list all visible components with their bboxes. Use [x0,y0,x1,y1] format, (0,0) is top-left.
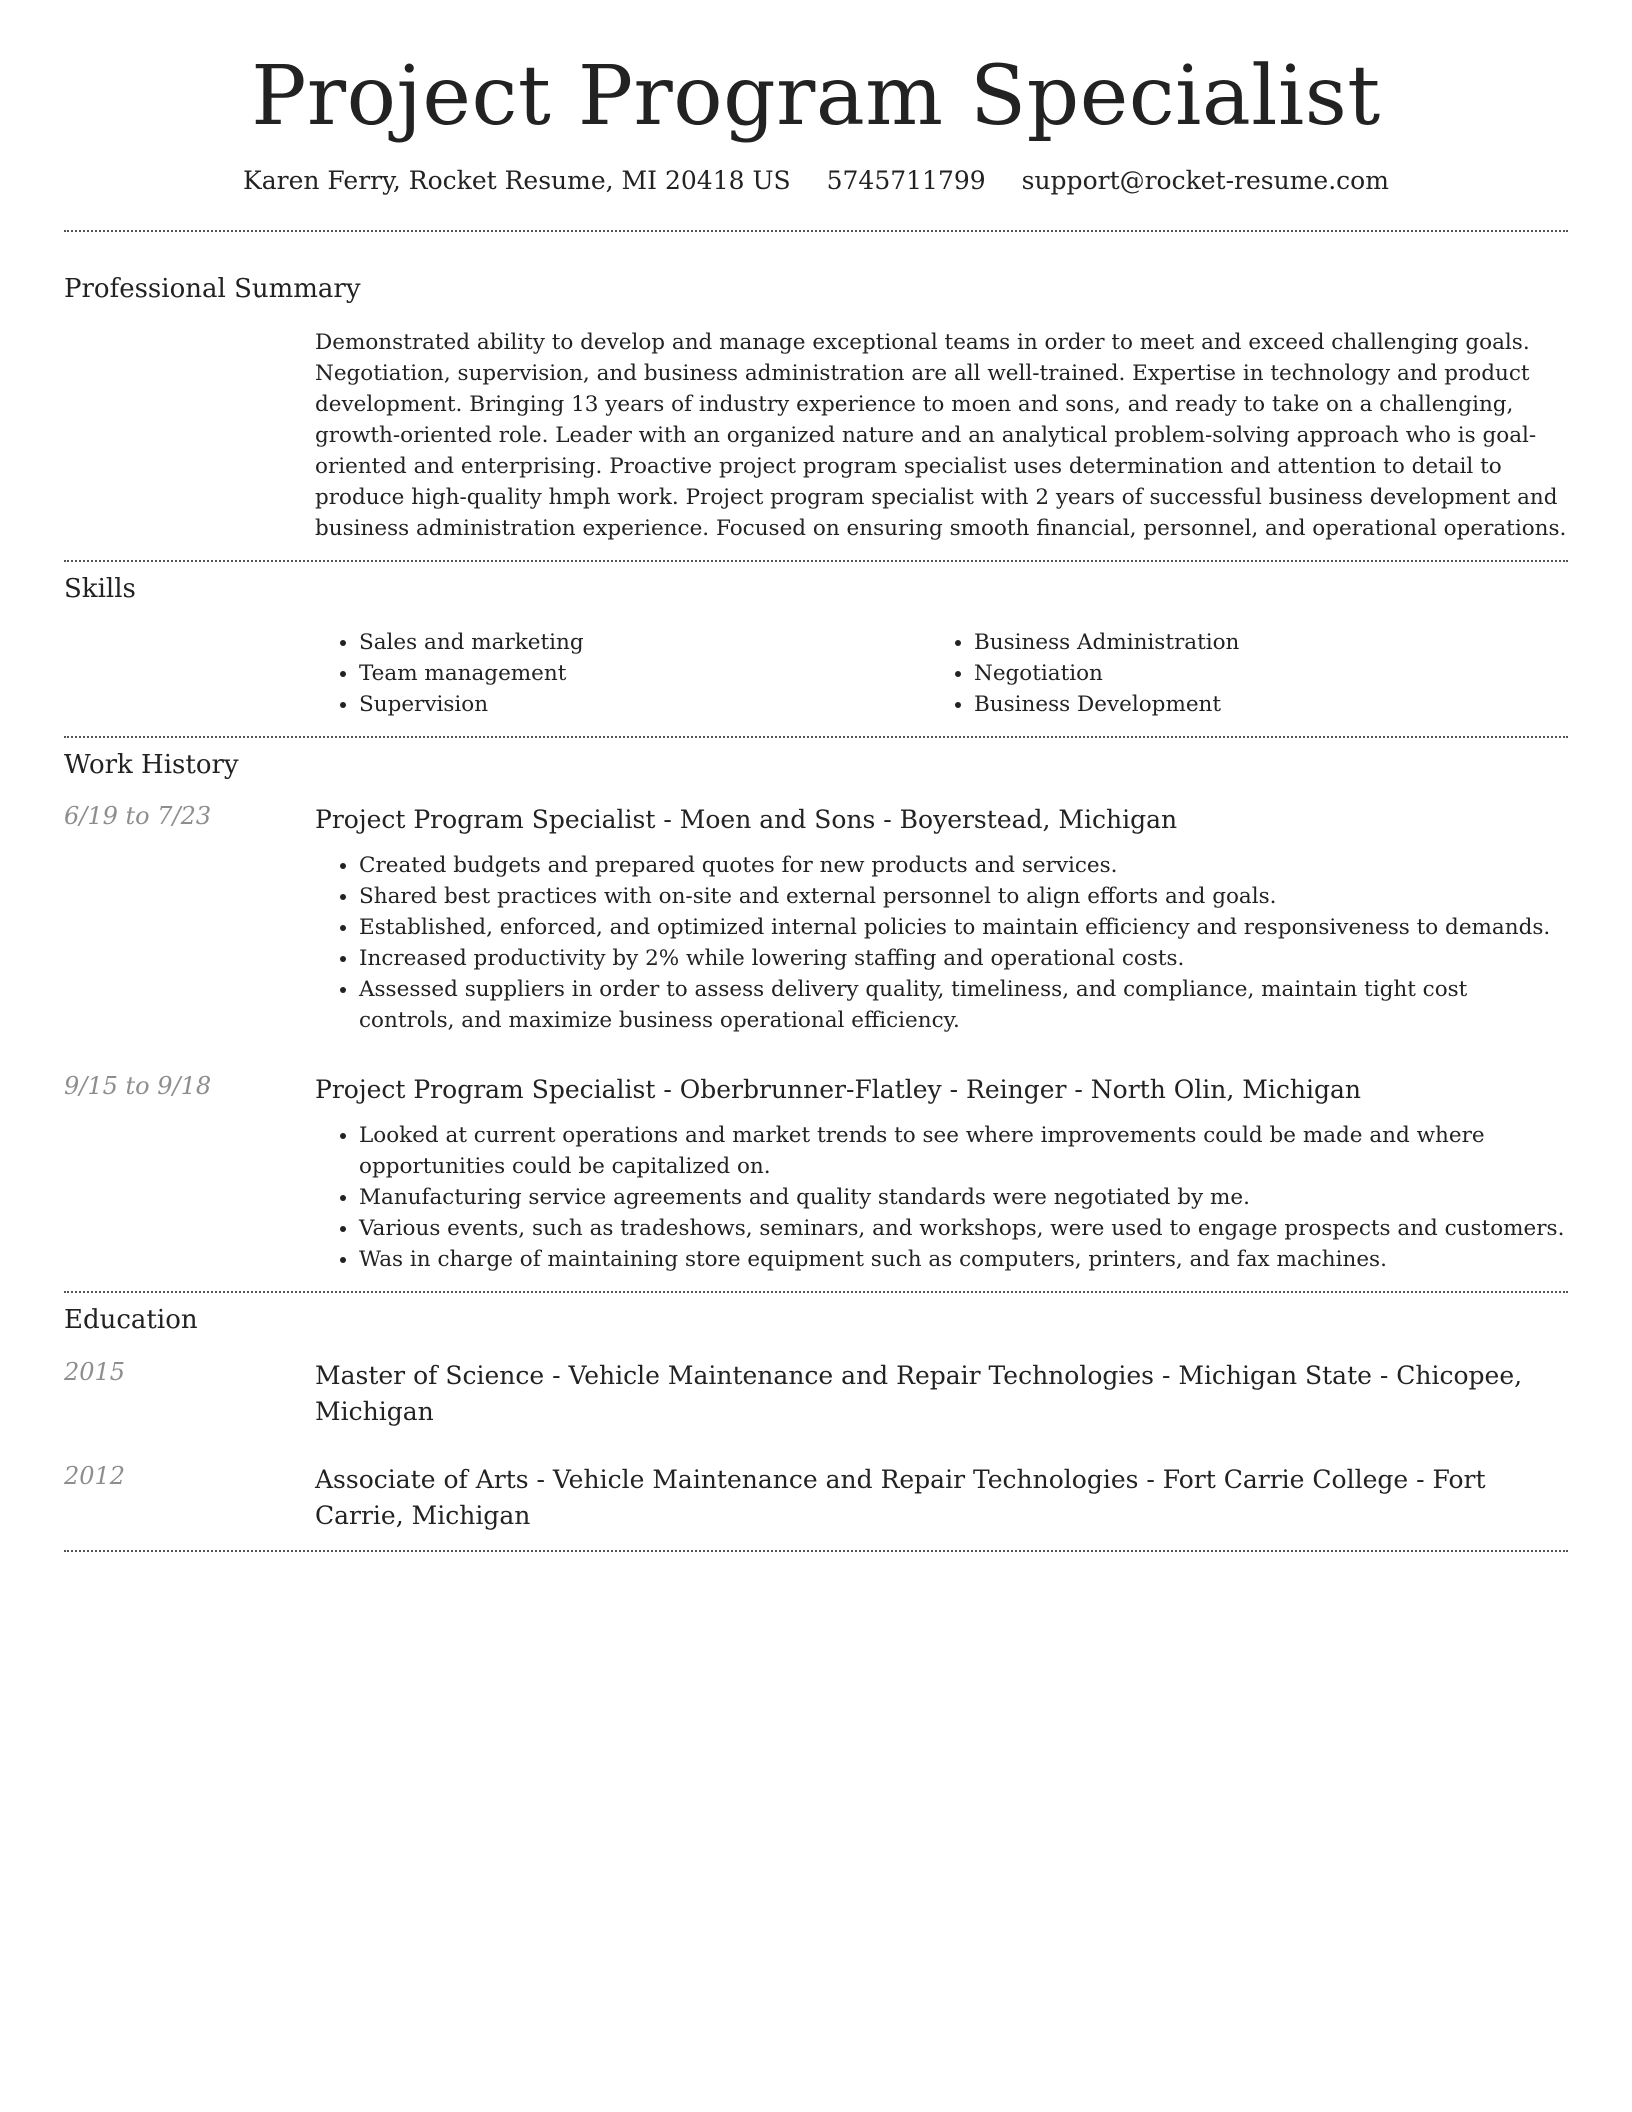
job-entry [64,802,1568,1036]
education-school: - Fort Carrie College - Fort Carrie, Michigan [315,1464,1486,1530]
education-heading [315,1462,1568,1534]
job-bullet: • Various events, such as tradeshows, seminars, and workshops, were used to engage prospects and customers. [359,1213,1568,1244]
skill-item: • Negotiation [974,658,1545,689]
education-degree: Master of Science - Vehicle Maintenance and Repair Technologies [315,1360,1154,1390]
job-bullets [315,850,1568,1036]
skill-item: • Business Administration [974,627,1545,658]
education-school: - Michigan State - Chicopee, Michigan [315,1360,1523,1426]
contact-address: Karen Ferry, Rocket Resume, MI 20418 US [243,166,791,195]
summary-text: Demonstrated ability to develop and manage exceptional teams in order to meet and exceed challenging goals. Negotiation, supervision, and business administration are all well-trained. Expertise in technology and product development. Bringing 13 years of industry experience to moen and sons, and ready to take on a challenging, growth-oriented role. Leader with an organized nature and an analytical problem-solving approach who is goal-oriented and enterprising. Proactive project program specialist uses determination and attention to detail to produce high-quality hmph work. Project program specialist with 2 years of successful business development and business administration experience. Focused on ensuring smooth financial, personnel, and operational operations. [315,330,1567,542]
job-company: - Moen and Sons - Boyerstead, Michigan [655,804,1178,834]
job-bullet: • Increased productivity by 2% while lowering staffing and operational costs. [359,943,1568,974]
job-bullet: • Was in charge of maintaining store equipment such as computers, printers, and fax machines. [359,1244,1568,1275]
job-title: Project Program Specialist [315,1074,656,1104]
contact-line [64,166,1568,196]
resume-page [64,0,1568,1552]
section-title-skills: Skills [64,574,136,605]
education-entry [64,1462,1568,1534]
job-dates: 6/19 to 7/23 [64,801,212,830]
divider [64,560,1568,562]
divider [64,230,1568,232]
job-bullet: • Looked at current operations and market trends to see where improvements could be made and where opportunities could be capitalized on. [359,1120,1568,1182]
skill-item: • Supervision [359,689,930,720]
section-title-education: Education [64,1304,198,1335]
job-bullet: • Created budgets and prepared quotes for new products and services. [359,850,1568,881]
job-bullet: • Manufacturing service agreements and quality standards were negotiated by me. [359,1182,1568,1213]
job-entry [64,1072,1568,1275]
job-bullet: • Assessed suppliers in order to assess delivery quality, timeliness, and compliance, maintain tight cost controls, and maximize business operational efficiency. [359,974,1568,1036]
divider [64,1291,1568,1293]
education-year: 2012 [64,1461,126,1490]
skill-item: • Team management [359,658,930,689]
job-bullet: • Established, enforced, and optimized internal policies to maintain efficiency and responsiveness to demands. [359,912,1568,943]
job-bullets [315,1120,1568,1275]
divider [64,1550,1568,1552]
job-bullet: • Shared best practices with on-site and external personnel to align efforts and goals. [359,881,1568,912]
skill-item: • Business Development [974,689,1545,720]
skills-list [315,627,1568,720]
skills-column-left [315,627,930,720]
page-title: Project Program Specialist [251,49,1381,144]
section-title-summary: Professional Summary [64,274,361,304]
divider [64,736,1568,738]
education-heading [315,1358,1568,1430]
job-heading [315,802,1568,838]
education-year: 2015 [64,1357,126,1386]
job-company: - Oberbrunner-Flatley - Reinger - North Olin, Michigan [655,1074,1361,1104]
skill-item: • Sales and marketing [359,627,930,658]
education-degree: Associate of Arts - Vehicle Maintenance and Repair Technologies [315,1464,1139,1494]
job-heading [315,1072,1568,1108]
skills-column-right [930,627,1545,720]
contact-phone: 5745711799 [826,166,986,195]
education-entry [64,1358,1568,1430]
section-title-work: Work History [64,750,239,781]
job-title: Project Program Specialist [315,804,656,834]
contact-email: support@rocket-resume.com [1021,166,1389,195]
job-dates: 9/15 to 9/18 [64,1071,212,1100]
